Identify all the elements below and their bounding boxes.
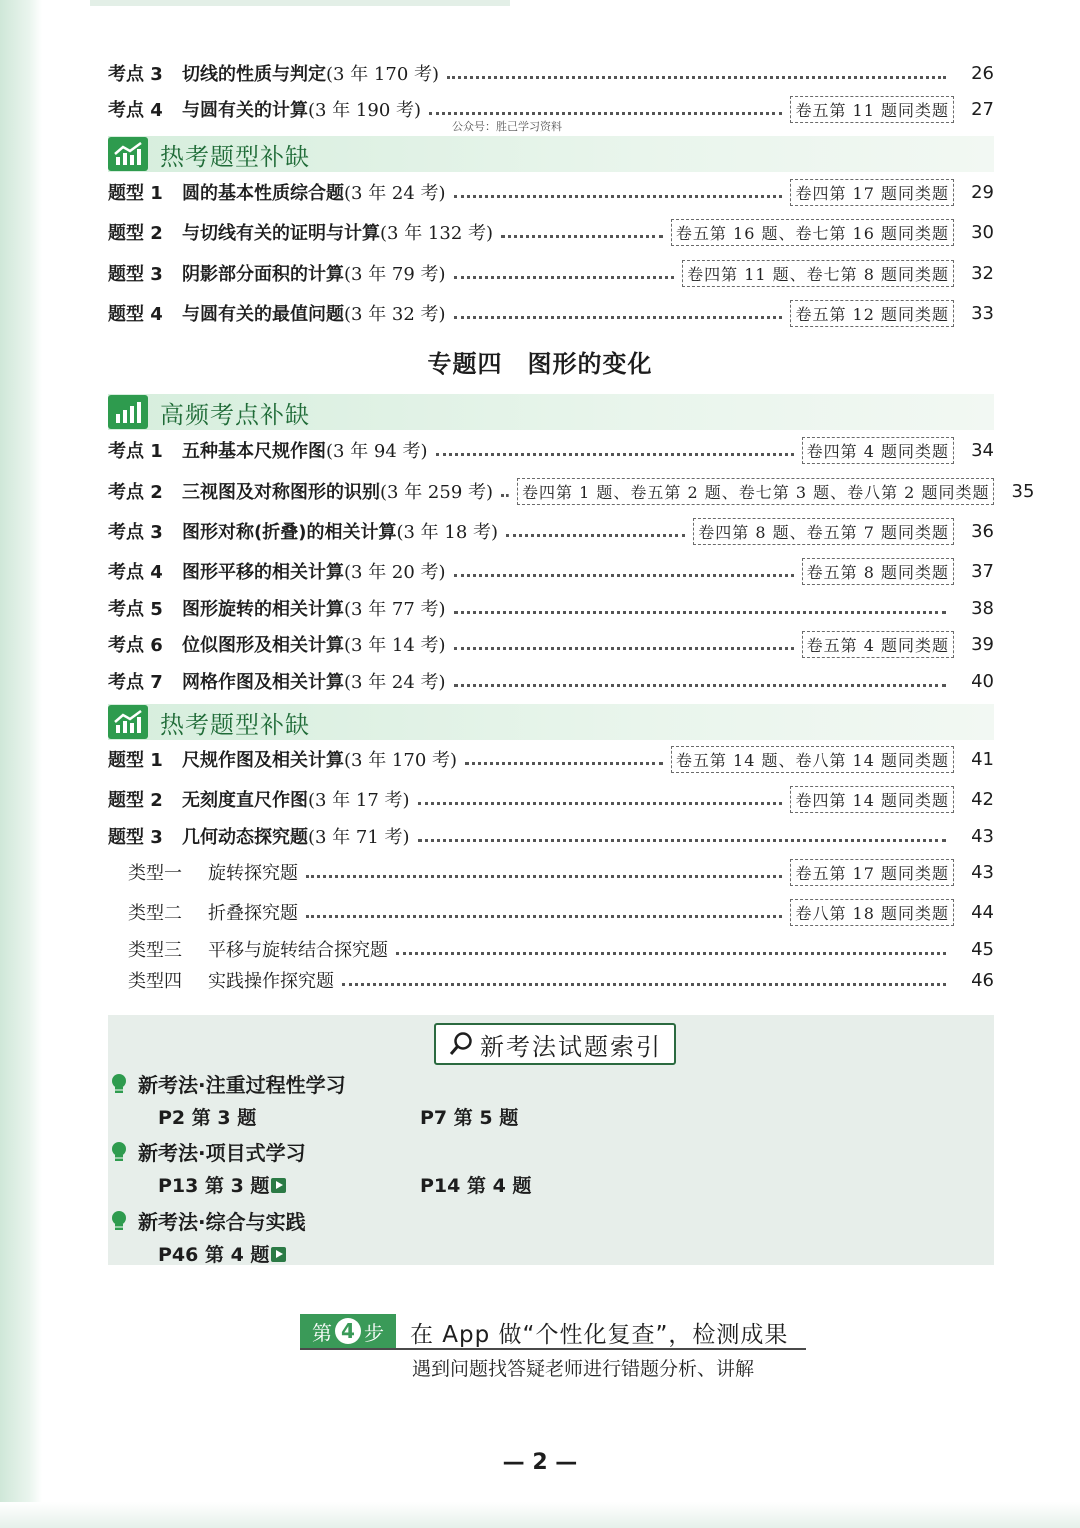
toc-row[interactable] <box>108 744 994 774</box>
step-subtitle: 遇到问题找答疑老师进行错题分析、讲解 <box>412 1358 755 1380</box>
dot-leader <box>454 647 794 650</box>
toc-count: (3 年 14 考) <box>344 635 446 656</box>
toc-page: 36 <box>971 520 994 542</box>
dot-leader <box>454 276 675 279</box>
toc-page: 39 <box>971 633 994 655</box>
new-exam-item[interactable]: P7 第 5 题 <box>420 1107 519 1129</box>
toc-count: (3 年 71 考) <box>308 827 410 848</box>
toc-title: 折叠探究题 <box>208 903 298 924</box>
toc-label: 考点 1 <box>108 441 163 462</box>
toc-count: (3 年 132 考) <box>380 223 494 244</box>
toc-label: 类型三 <box>128 940 182 961</box>
toc-page: 41 <box>971 748 994 770</box>
similar-question-tag: 卷四第 11 题、卷七第 8 题同类题 <box>682 260 954 287</box>
top-edge-strip <box>90 0 510 6</box>
dot-leader <box>465 762 663 765</box>
dot-leader <box>342 983 946 986</box>
toc-label: 题型 3 <box>108 827 163 848</box>
toc-title: 切线的性质与判定 <box>182 64 326 85</box>
bar-chart-icon <box>108 395 148 429</box>
toc-label: 题型 3 <box>108 264 163 285</box>
dot-leader <box>418 802 783 805</box>
toc-title: 五种基本尺规作图 <box>182 441 326 462</box>
trend-chart-icon <box>108 137 148 171</box>
toc-title: 位似图形及相关计算 <box>182 635 344 656</box>
toc-count: (3 年 20 考) <box>344 562 446 583</box>
similar-question-tag: 卷五第 11 题同类题 <box>790 96 954 123</box>
new-exam-item[interactable]: P2 第 3 题 <box>158 1107 257 1129</box>
new-exam-item[interactable]: P46 第 4 题 <box>158 1240 286 1267</box>
dot-leader <box>454 195 783 198</box>
trend-chart-icon <box>108 705 148 739</box>
similar-question-tag: 卷四第 1 题、卷五第 2 题、卷七第 3 题、卷八第 2 题同类题 <box>517 478 994 505</box>
toc-row[interactable] <box>108 516 994 546</box>
new-exam-item[interactable]: P14 第 4 题 <box>420 1175 532 1197</box>
step-badge: 第 4 步 <box>300 1314 396 1348</box>
dot-leader <box>436 453 794 456</box>
dot-leader <box>454 574 794 577</box>
toc-count: (3 年 24 考) <box>344 183 446 204</box>
section-header-high-freq <box>108 394 994 430</box>
section-header-hot-types-2 <box>108 704 994 740</box>
section-title: 热考题型补缺 <box>160 710 310 739</box>
similar-question-tag: 卷八第 18 题同类题 <box>790 899 954 926</box>
toc-title: 圆的基本性质综合题 <box>182 183 344 204</box>
toc-label: 题型 1 <box>108 183 163 204</box>
video-play-icon[interactable] <box>271 1178 286 1193</box>
toc-label: 考点 5 <box>108 599 163 620</box>
page-bottom-shadow <box>0 1502 1080 1528</box>
page-edge-shadow <box>0 0 42 1528</box>
toc-row[interactable] <box>108 217 994 247</box>
lightbulb-icon <box>108 1209 130 1233</box>
toc-subrow[interactable] <box>108 897 994 927</box>
new-exam-item[interactable]: P13 第 3 题 <box>158 1171 286 1198</box>
step-underline <box>300 1348 806 1350</box>
new-exam-group-head: 新考法·项目式学习 <box>108 1137 306 1166</box>
toc-label: 考点 3 <box>108 64 163 85</box>
magnifier-icon <box>448 1031 474 1057</box>
toc-page: 35 <box>1011 480 1035 502</box>
toc-row[interactable] <box>108 629 994 659</box>
toc-count: (3 年 77 考) <box>344 599 446 620</box>
toc-page: 44 <box>971 901 994 923</box>
toc-count: (3 年 24 考) <box>344 672 446 693</box>
toc-label: 考点 2 <box>108 482 163 503</box>
new-exam-group-head: 新考法·注重过程性学习 <box>108 1069 346 1098</box>
toc-row[interactable] <box>108 666 994 696</box>
toc-title: 与切线有关的证明与计算 <box>182 223 380 244</box>
toc-title: 平移与旋转结合探究题 <box>208 940 388 961</box>
toc-title: 阴影部分面积的计算 <box>182 264 344 285</box>
toc-title: 旋转探究题 <box>208 863 298 884</box>
similar-question-tag: 卷五第 8 题同类题 <box>802 558 954 585</box>
step-banner <box>300 1314 810 1384</box>
toc-title: 图形对称(折叠)的相关计算 <box>182 522 397 543</box>
similar-question-tag: 卷五第 16 题、卷七第 16 题同类题 <box>671 219 954 246</box>
section-title: 高频考点补缺 <box>160 400 310 429</box>
toc-count: (3 年 94 考) <box>326 441 428 462</box>
toc-page: 33 <box>971 302 994 324</box>
dot-leader <box>306 915 782 918</box>
toc-title: 三视图及对称图形的识别 <box>182 482 380 503</box>
toc-label: 考点 4 <box>108 100 163 121</box>
toc-row[interactable] <box>108 784 994 814</box>
similar-question-tag: 卷四第 8 题、卷五第 7 题同类题 <box>693 518 954 545</box>
toc-label: 类型一 <box>128 863 182 884</box>
similar-question-tag: 卷四第 17 题同类题 <box>790 179 954 206</box>
toc-row[interactable] <box>108 298 994 328</box>
toc-label: 题型 4 <box>108 304 163 325</box>
toc-count: (3 年 18 考) <box>396 522 499 543</box>
toc-page: 30 <box>971 221 994 243</box>
toc-row[interactable] <box>108 476 1035 506</box>
toc-title: 无刻度直尺作图 <box>182 790 308 811</box>
similar-question-tag: 卷五第 17 题同类题 <box>790 859 954 886</box>
toc-label: 题型 2 <box>108 790 163 811</box>
toc-label: 题型 1 <box>108 750 163 771</box>
toc-page: 43 <box>971 825 994 847</box>
dot-leader <box>454 611 946 614</box>
toc-page: 32 <box>971 262 994 284</box>
toc-label: 类型四 <box>128 971 182 992</box>
toc-label: 考点 4 <box>108 562 163 583</box>
toc-title: 网格作图及相关计算 <box>182 672 344 693</box>
toc-title: 几何动态探究题 <box>182 827 308 848</box>
toc-count: (3 年 170 考) <box>344 750 458 771</box>
toc-title: 尺规作图及相关计算 <box>182 750 344 771</box>
similar-question-tag: 卷四第 4 题同类题 <box>802 437 954 464</box>
section-title: 热考题型补缺 <box>160 142 310 171</box>
toc-title: 与圆有关的最值问题 <box>182 304 344 325</box>
similar-question-tag: 卷五第 12 题同类题 <box>790 300 954 327</box>
toc-subrow[interactable] <box>108 857 994 887</box>
toc-count: (3 年 170 考) <box>326 64 440 85</box>
video-play-icon[interactable] <box>271 1247 286 1262</box>
dot-leader <box>506 534 685 537</box>
toc-count: (3 年 259 考) <box>380 482 494 503</box>
toc-label: 考点 3 <box>108 522 163 543</box>
toc-page: 46 <box>971 969 994 991</box>
toc-page: 34 <box>971 439 994 461</box>
toc-count: (3 年 32 考) <box>344 304 446 325</box>
toc-page: 27 <box>971 98 994 120</box>
dot-leader <box>454 684 946 687</box>
toc-row[interactable] <box>108 435 994 465</box>
dot-leader <box>454 316 783 319</box>
toc-label: 考点 6 <box>108 635 163 656</box>
new-exam-group-head: 新考法·综合与实践 <box>108 1206 306 1235</box>
step-title: 在 App 做“个性化复查”，检测成果 <box>410 1322 789 1348</box>
similar-question-tag: 卷四第 14 题同类题 <box>790 786 954 813</box>
toc-label: 类型二 <box>128 903 182 924</box>
toc-row[interactable] <box>108 177 994 207</box>
toc-page: 43 <box>971 861 994 883</box>
watermark: 公众号：胜己学习资料 <box>452 120 562 133</box>
toc-row[interactable] <box>108 593 994 623</box>
lightbulb-icon <box>108 1140 130 1164</box>
toc-count: (3 年 190 考) <box>308 100 422 121</box>
dot-leader <box>501 235 663 238</box>
section-header-hot-types-1 <box>108 136 994 172</box>
toc-row[interactable] <box>108 58 994 88</box>
lightbulb-icon <box>108 1072 130 1096</box>
toc-title: 与圆有关的计算 <box>182 100 308 121</box>
toc-row[interactable] <box>108 821 994 851</box>
toc-page: 45 <box>971 938 994 960</box>
toc-page: 37 <box>971 560 994 582</box>
toc-row[interactable] <box>108 258 994 288</box>
similar-question-tag: 卷五第 4 题同类题 <box>802 631 954 658</box>
dot-leader <box>447 76 946 79</box>
new-exam-index-box <box>108 1015 994 1265</box>
toc-count: (3 年 79 考) <box>344 264 446 285</box>
toc-title: 图形平移的相关计算 <box>182 562 344 583</box>
toc-page: 38 <box>971 597 994 619</box>
toc-subrow[interactable] <box>108 934 994 964</box>
toc-page: 42 <box>971 788 994 810</box>
dot-leader <box>306 875 782 878</box>
dot-leader <box>501 494 509 497</box>
toc-title: 图形旋转的相关计算 <box>182 599 344 620</box>
dot-leader <box>396 952 946 955</box>
dot-leader <box>418 839 946 842</box>
chapter-title: 专题四 图形的变化 <box>427 350 653 378</box>
toc-title: 实践操作探究题 <box>208 971 334 992</box>
toc-label: 题型 2 <box>108 223 163 244</box>
toc-subrow[interactable] <box>108 965 994 995</box>
dot-leader <box>429 112 782 115</box>
toc-label: 考点 7 <box>108 672 163 693</box>
toc-count: (3 年 17 考) <box>308 790 410 811</box>
similar-question-tag: 卷五第 14 题、卷八第 14 题同类题 <box>671 746 954 773</box>
toc-page: 29 <box>971 181 994 203</box>
toc-page: 26 <box>971 62 994 84</box>
page-number: — 2 — <box>502 1450 578 1475</box>
toc-row[interactable] <box>108 556 994 586</box>
new-exam-index-title: 新考法试题索引 <box>434 1023 676 1065</box>
toc-page: 40 <box>971 670 994 692</box>
